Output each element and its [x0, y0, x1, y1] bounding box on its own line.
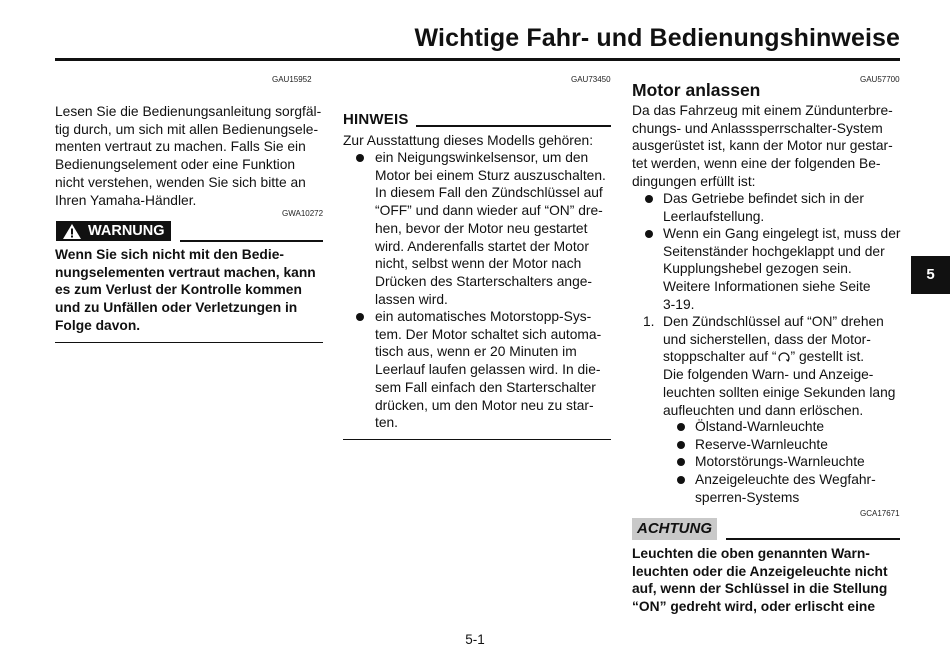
bullet-icon — [677, 423, 685, 431]
note-item-line: ein Neigungswinkelsensor, um den — [375, 150, 589, 165]
bullet-icon — [356, 313, 364, 321]
intro-line: Da das Fahrzeug mit einem Zündunterbre- — [632, 103, 893, 118]
section-intro — [632, 102, 893, 191]
bullet-icon — [645, 230, 653, 238]
section-tab: 5 — [911, 256, 950, 294]
condition-line: Leerlaufstellung. — [663, 208, 765, 224]
paragraph-line: Bedienungselement oder eine Funktion — [55, 157, 296, 173]
caution-text — [632, 545, 888, 616]
condition-line: Das Getriebe befindet sich in der — [663, 191, 864, 206]
note-item-line: In diesem Fall den Zündschlüssel auf — [375, 185, 603, 201]
light-item: Motorstörungs-Warnleuchte — [695, 454, 865, 469]
condition-item — [663, 190, 864, 225]
light-item-line: sperren-Systems — [695, 489, 800, 505]
bullet-icon — [645, 195, 653, 203]
note-item-line: ein automatisches Motorstopp-Sys- — [375, 309, 592, 324]
note-item-line: wird. Anderenfalls startet der Motor — [375, 238, 589, 254]
section-code: GAU15952 — [272, 75, 312, 84]
bullet-icon — [356, 154, 364, 162]
condition-line: Kupplungshebel gezogen sein. — [663, 261, 852, 277]
note-label: HINWEIS — [343, 111, 409, 128]
step-number: 1. — [643, 314, 655, 329]
note-item-line: drücken, um den Motor neu zu star- — [375, 397, 594, 413]
page-number: 5-1 — [465, 632, 485, 647]
step-line: und sicherstellen, dass der Motor- — [663, 331, 871, 347]
intro-paragraph — [55, 103, 321, 209]
note-item — [375, 149, 606, 308]
condition-line: Wenn ein Gang eingelegt ist, muss der — [663, 226, 901, 241]
note-item-line: Leerlauf laufen gelassen wird. In die- — [375, 362, 601, 378]
note-item-line: ten. — [375, 415, 399, 431]
note-item-line: hen, bevor der Motor neu gestartet — [375, 220, 588, 236]
warning-end-rule — [55, 342, 323, 343]
note-item-line: Drücken des Starterschalters ange- — [375, 273, 593, 289]
bullet-icon — [677, 441, 685, 449]
title-rule — [55, 58, 900, 61]
section-heading: Motor anlassen — [632, 80, 761, 100]
step-line: Den Zündschlüssel auf “ON” drehen — [663, 314, 884, 329]
note-end-rule — [343, 439, 611, 440]
light-item: Ölstand-Warnleuchte — [695, 419, 825, 434]
paragraph-line: Lesen Sie die Bedienungsanleitung sorgfäl- — [55, 104, 322, 119]
note-intro: Zur Ausstattung dieses Modells gehören: — [343, 133, 594, 148]
step-line: Die folgenden Warn- und Anzeige- — [663, 367, 874, 383]
warning-label: WARNUNG — [88, 223, 165, 239]
page-title: Wichtige Fahr- und Bedienungshinweise — [414, 24, 900, 52]
warning-rule — [180, 240, 323, 242]
step-line: leuchten sollten einige Sekunden lang — [663, 384, 896, 400]
condition-line: Weitere Informationen siehe Seite — [663, 279, 871, 295]
intro-line: tet werden, wenn eine der folgenden Be- — [632, 156, 881, 172]
paragraph-line: menten vertraut zu machen. Falls Sie ein — [55, 139, 306, 155]
section-code: GAU73450 — [571, 75, 611, 84]
step-line-end: ” gestellt ist. — [790, 349, 865, 365]
caution-badge: ACHTUNG — [632, 518, 717, 540]
caution-rule — [726, 538, 900, 540]
warning-badge — [56, 221, 171, 241]
section-code: GAU57700 — [860, 75, 900, 84]
intro-line: ausgerüstet ist, kann der Motor nur gestar- — [632, 138, 893, 154]
warning-line: Folge davon. — [55, 317, 141, 333]
caution-code: GCA17671 — [860, 509, 900, 518]
bullet-icon — [677, 458, 685, 466]
caution-line: leuchten oder die Anzeigeleuchte nicht — [632, 563, 888, 579]
warning-code: GWA10272 — [282, 209, 324, 218]
bullet-icon — [677, 476, 685, 484]
step-line: aufleuchten und dann erlöschen. — [663, 402, 864, 418]
paragraph-line: tig durch, um sich mit allen Bedienungsele- — [55, 121, 319, 137]
note-item — [375, 308, 601, 432]
intro-line: chungs- und Anlasssperrschalter-System — [632, 120, 883, 136]
note-item-line: sem Fall einfach den Starterschalter — [375, 379, 596, 395]
light-item — [695, 471, 876, 506]
condition-line: 3-19. — [663, 296, 695, 312]
note-item-line: Motor bei einem Sturz auszuschalten. — [375, 167, 606, 183]
warning-line: es zum Verlust der Kontrolle kommen — [55, 282, 302, 298]
warning-line: und zu Unfällen oder Verletzungen in — [55, 300, 298, 316]
intro-line: dingungen erfüllt ist: — [632, 173, 756, 189]
caution-line: auf, wenn der Schlüssel in die Stellung — [632, 581, 888, 597]
condition-item — [663, 225, 901, 314]
engine-run-switch-icon — [778, 350, 790, 362]
step-line-start: stoppschalter auf “ — [663, 349, 777, 365]
warning-line: nungselementen vertraut machen, kann — [55, 264, 316, 280]
caution-line: “ON” gedreht wird, oder erlischt eine — [632, 599, 876, 615]
note-item-line: tisch aus, wenn er 20 Minuten im — [375, 344, 577, 360]
paragraph-line: Ihren Yamaha-Händler. — [55, 192, 197, 208]
condition-line: Seitenständer hochgeklappt und der — [663, 243, 885, 259]
step-line — [663, 348, 895, 366]
paragraph-line: nicht verstehen, wenden Sie sich bitte an — [55, 174, 306, 190]
warning-line: Wenn Sie sich nicht mit den Bedie- — [55, 247, 284, 262]
step-text — [663, 313, 895, 419]
note-item-line: nicht, selbst wenn der Motor nach — [375, 256, 582, 272]
note-item-line: lassen wird. — [375, 291, 448, 307]
note-rule — [416, 125, 611, 127]
note-item-line: tem. Der Motor schaltet sich automa- — [375, 326, 602, 342]
light-item: Reserve-Warnleuchte — [695, 437, 828, 452]
light-item-line: Anzeigeleuchte des Wegfahr- — [695, 472, 876, 487]
warning-text — [55, 246, 316, 335]
caution-line: Leuchten die oben genannten Warn- — [632, 546, 870, 561]
warning-triangle-icon — [62, 223, 82, 240]
note-item-line: “OFF” und dann wieder auf “ON” dre- — [375, 203, 603, 219]
